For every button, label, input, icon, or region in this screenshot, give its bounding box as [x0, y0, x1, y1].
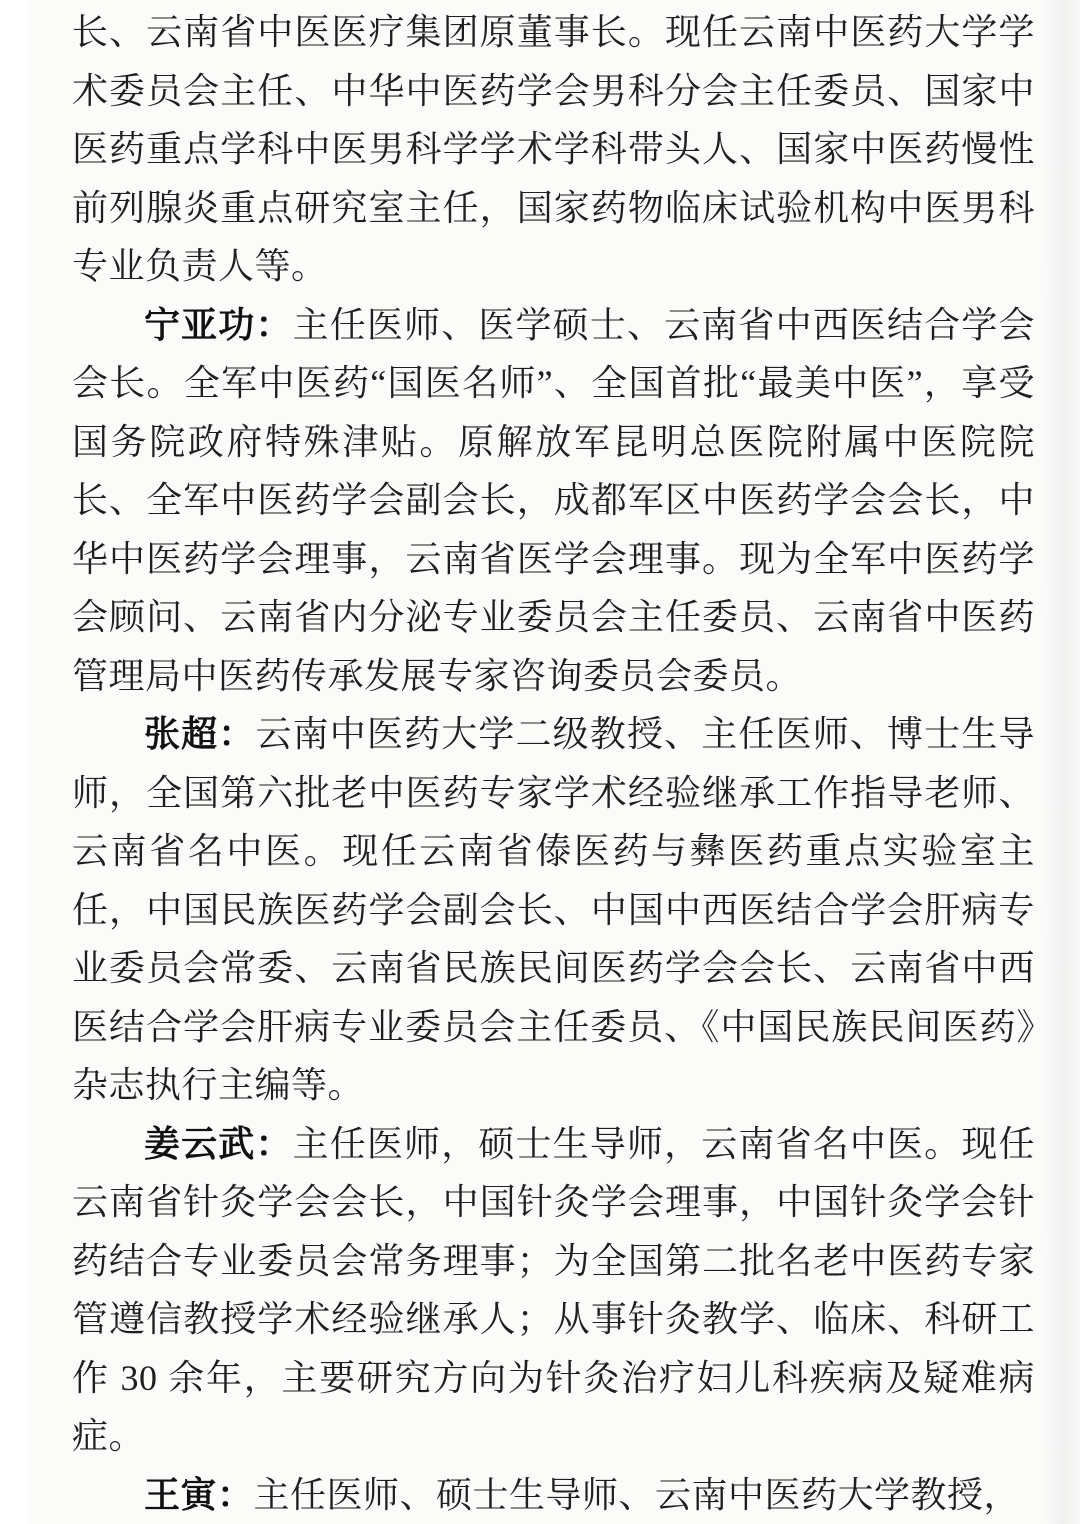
- person-name: 姜云武：: [144, 1124, 293, 1164]
- paragraph-text: 主任医师，硕士生导师，云南省名中医。现任云南省针灸学会会长，中国针灸学会理事，中国针灸学会针药结合专业委员会常务理事；为全国第二批名老中医药专家管遵信教授学术经验继承人；从事针灸教学、临床、科研工作 30 余年，主要研究方向为针灸治疗妇儿科疾病及疑难病症。: [72, 1124, 1035, 1457]
- paragraph-ning-yagong: [72, 296, 1035, 706]
- paragraph-wang-yin: [72, 1466, 1035, 1524]
- paragraph-text: 主任医师、医学硕士、云南省中西医结合学会会长。全军中医药“国医名师”、全国首批“最美中医”，享受国务院政府特殊津贴。原解放军昆明总医院附属中医院院长、全军中医药学会副会长，成都军区中医药学会会长，中华中医药学会理事，云南省医学会理事。现为全军中医药学会顾问、云南省内分泌专业委员会主任委员、云南省中医药管理局中医药传承发展专家咨询委员会委员。: [72, 305, 1035, 696]
- person-name: 张超：: [144, 714, 255, 754]
- paragraph-text: 主任医师、硕士生导师、云南中医药大学教授，: [254, 1475, 1021, 1515]
- paragraph-text: 长、云南省中医医疗集团原董事长。现任云南中医药大学学术委员会主任、中华中医药学会男科分会主任委员、国家中医药重点学科中医男科学学术学科带头人、国家中医药慢性前列腺炎重点研究室主任，国家药物临床试验机构中医男科专业负责人等。: [72, 12, 1035, 286]
- person-name: 王寅：: [144, 1475, 254, 1515]
- paragraph-continuation: [72, 3, 1035, 296]
- paragraph-zhang-chao: [72, 705, 1035, 1115]
- paragraph-text: 云南中医药大学二级教授、主任医师、博士生导师，全国第六批老中医药专家学术经验继承工作指导老师、云南省名中医。现任云南省傣医药与彝医药重点实验室主任，中国民族医药学会副会长、中国中西医结合学会肝病专业委员会常委、云南省民族民间医药学会会长、云南省中西医结合学会肝病专业委员会主任委员、《中国民族民间医药》杂志执行主编等。: [72, 714, 1035, 1105]
- paragraph-jiang-yunwu: [72, 1115, 1035, 1466]
- person-name: 宁亚功：: [144, 305, 293, 345]
